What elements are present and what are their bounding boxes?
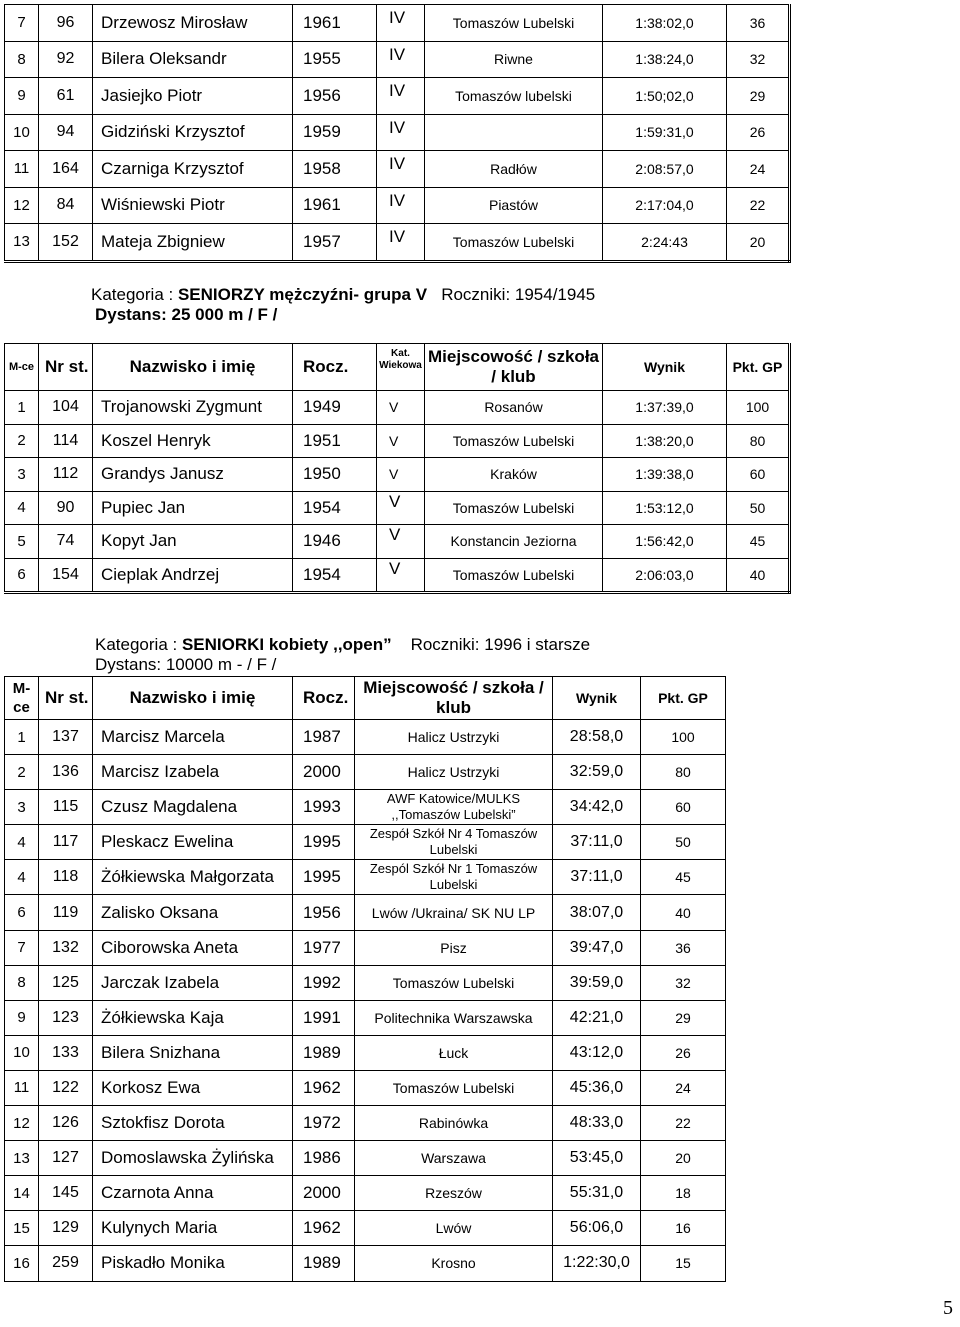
athlete-name-cell: Marcisz Marcela xyxy=(93,720,293,755)
header-result: Wynik xyxy=(553,677,641,720)
results-table-women-open xyxy=(4,676,726,1282)
birth-year-cell: 1956 xyxy=(293,895,355,930)
place-cell: 15 xyxy=(5,1211,39,1246)
start-number-cell: 112 xyxy=(39,458,93,492)
birth-year-cell: 1959 xyxy=(293,114,377,151)
place-cell: 11 xyxy=(5,1070,39,1105)
header-mce: M-ce xyxy=(5,677,39,720)
points-cell: 40 xyxy=(641,895,726,930)
place-cell: 12 xyxy=(5,1106,39,1141)
birth-year-cell: 1991 xyxy=(293,1000,355,1035)
points-cell: 20 xyxy=(641,1141,726,1176)
table-row xyxy=(5,41,790,78)
points-cell: 22 xyxy=(641,1106,726,1141)
table-row xyxy=(5,1070,726,1105)
points-cell: 50 xyxy=(727,491,790,525)
athlete-name-cell: Jasiejko Piotr xyxy=(93,78,293,115)
birth-year-cell: 1951 xyxy=(293,424,377,458)
table-row xyxy=(5,224,790,262)
athlete-name-cell: Czusz Magdalena xyxy=(93,790,293,825)
table-row xyxy=(5,965,726,1000)
result-cell: 1:37:39,0 xyxy=(603,391,727,425)
header-name: Nazwisko i imię xyxy=(93,344,293,391)
age-category-cell: IV xyxy=(377,41,425,78)
club-cell: Tomaszów lubelski xyxy=(425,78,603,115)
age-category-cell: IV xyxy=(377,5,425,42)
table-row xyxy=(5,458,790,492)
points-cell: 80 xyxy=(727,424,790,458)
birth-year-cell: 1954 xyxy=(293,491,377,525)
birth-year-cell: 1954 xyxy=(293,558,377,593)
club-cell: Tomaszów Lubelski xyxy=(425,558,603,593)
place-cell: 16 xyxy=(5,1246,39,1281)
athlete-name-cell: Domoslawska Żylińska xyxy=(93,1141,293,1176)
birth-year-cell: 1955 xyxy=(293,41,377,78)
place-cell: 1 xyxy=(5,720,39,755)
points-cell: 15 xyxy=(641,1246,726,1281)
result-cell: 39:47,0 xyxy=(553,930,641,965)
result-cell: 42:21,0 xyxy=(553,1000,641,1035)
birth-year-cell: 1995 xyxy=(293,825,355,860)
age-category-cell: IV xyxy=(377,187,425,224)
age-category-cell: IV xyxy=(377,151,425,188)
start-number-cell: 94 xyxy=(39,114,93,151)
birth-year-cell: 1989 xyxy=(293,1035,355,1070)
points-cell: 45 xyxy=(641,860,726,895)
place-cell: 8 xyxy=(5,41,39,78)
result-cell: 2:08:57,0 xyxy=(603,151,727,188)
athlete-name-cell: Jarczak Izabela xyxy=(93,965,293,1000)
start-number-cell: 118 xyxy=(39,860,93,895)
place-cell: 13 xyxy=(5,1141,39,1176)
points-cell: 36 xyxy=(641,930,726,965)
result-cell: 1:50;02,0 xyxy=(603,78,727,115)
points-cell: 24 xyxy=(641,1070,726,1105)
place-cell: 12 xyxy=(5,187,39,224)
header-mce: M-ce xyxy=(5,344,39,391)
table-row xyxy=(5,1000,726,1035)
birth-year-cell: 1949 xyxy=(293,391,377,425)
age-category-cell: IV xyxy=(377,78,425,115)
start-number-cell: 145 xyxy=(39,1176,93,1211)
club-cell: Tomaszów Lubelski xyxy=(425,491,603,525)
birth-year-cell: 1989 xyxy=(293,1246,355,1281)
table-row xyxy=(5,525,790,559)
athlete-name-cell: Piskadło Monika xyxy=(93,1246,293,1281)
result-cell: 37:11,0 xyxy=(553,825,641,860)
result-cell: 1:59:31,0 xyxy=(603,114,727,151)
points-cell: 100 xyxy=(641,720,726,755)
table-row xyxy=(5,755,726,790)
age-category-cell: IV xyxy=(377,114,425,151)
place-cell: 8 xyxy=(5,965,39,1000)
category-title-women-open: Kategoria : SENIORKI kobiety ,,open” Roczniki: 1996 i starsze xyxy=(95,635,591,654)
athlete-name-cell: Czarnota Anna xyxy=(93,1176,293,1211)
birth-year-cell: 1972 xyxy=(293,1106,355,1141)
club-cell: Krosno xyxy=(355,1246,553,1281)
distance-men-v: Dystans: 25 000 m / F / xyxy=(95,305,278,324)
header-kat: Kat. Wiekowa xyxy=(377,344,425,391)
athlete-name-cell: Wiśniewski Piotr xyxy=(93,187,293,224)
club-cell: Halicz Ustrzyki xyxy=(355,755,553,790)
start-number-cell: 61 xyxy=(39,78,93,115)
result-cell: 32:59,0 xyxy=(553,755,641,790)
result-cell: 2:06:03,0 xyxy=(603,558,727,593)
club-cell: Tomaszów Lubelski xyxy=(425,5,603,42)
place-cell: 6 xyxy=(5,895,39,930)
table-row xyxy=(5,424,790,458)
place-cell: 4 xyxy=(5,491,39,525)
place-cell: 10 xyxy=(5,114,39,151)
place-cell: 11 xyxy=(5,151,39,188)
club-cell: Tomaszów Lubelski xyxy=(355,1070,553,1105)
club-cell xyxy=(425,114,603,151)
points-cell: 80 xyxy=(641,755,726,790)
birth-year-cell: 2000 xyxy=(293,1176,355,1211)
athlete-name-cell: Trojanowski Zygmunt xyxy=(93,391,293,425)
athlete-name-cell: Zalisko Oksana xyxy=(93,895,293,930)
birth-year-cell: 1961 xyxy=(293,5,377,42)
birth-year-cell: 1958 xyxy=(293,151,377,188)
club-cell: Łuck xyxy=(355,1035,553,1070)
header-year: Rocz. xyxy=(293,344,377,391)
result-cell: 1:53:12,0 xyxy=(603,491,727,525)
club-cell: Zespól Szkół Nr 1 Tomaszów Lubelski xyxy=(355,860,553,895)
points-cell: 40 xyxy=(727,558,790,593)
birth-year-cell: 1950 xyxy=(293,458,377,492)
result-cell: 56:06,0 xyxy=(553,1211,641,1246)
age-category-cell: V xyxy=(377,525,425,559)
athlete-name-cell: Bilera Oleksandr xyxy=(93,41,293,78)
club-cell: Politechnika Warszawska xyxy=(355,1000,553,1035)
birth-year-cell: 1956 xyxy=(293,78,377,115)
table-row xyxy=(5,1176,726,1211)
result-cell: 1:56:42,0 xyxy=(603,525,727,559)
athlete-name-cell: Marcisz Izabela xyxy=(93,755,293,790)
result-cell: 2:17:04,0 xyxy=(603,187,727,224)
result-cell: 1:38:02,0 xyxy=(603,5,727,42)
place-cell: 13 xyxy=(5,224,39,262)
table-row xyxy=(5,1246,726,1281)
birth-year-cell: 1961 xyxy=(293,187,377,224)
results-table-group-iv xyxy=(4,4,791,263)
points-cell: 29 xyxy=(727,78,790,115)
header-result: Wynik xyxy=(603,344,727,391)
club-cell: Riwne xyxy=(425,41,603,78)
points-cell: 20 xyxy=(727,224,790,262)
start-number-cell: 84 xyxy=(39,187,93,224)
points-cell: 22 xyxy=(727,187,790,224)
start-number-cell: 154 xyxy=(39,558,93,593)
header-year: Rocz. xyxy=(293,677,355,720)
athlete-name-cell: Drzewosz Mirosław xyxy=(93,5,293,42)
points-cell: 24 xyxy=(727,151,790,188)
table-row xyxy=(5,860,726,895)
place-cell: 4 xyxy=(5,825,39,860)
start-number-cell: 152 xyxy=(39,224,93,262)
distance-women-open: Dystans: 10000 m - / F / xyxy=(95,655,277,674)
points-cell: 60 xyxy=(727,458,790,492)
table-row xyxy=(5,1035,726,1070)
table-row xyxy=(5,5,790,42)
club-cell: AWF Katowice/MULKS ,,Tomaszów Lubelski” xyxy=(355,790,553,825)
start-number-cell: 96 xyxy=(39,5,93,42)
table-row xyxy=(5,391,790,425)
result-cell: 1:22:30,0 xyxy=(553,1246,641,1281)
athlete-name-cell: Bilera Snizhana xyxy=(93,1035,293,1070)
header-points: Pkt. GP xyxy=(641,677,726,720)
table-header xyxy=(5,677,726,720)
category-title-men-v: Kategoria : SENIORZY mężczyźni- grupa V Roczniki: 1954/1945 xyxy=(91,285,596,304)
birth-year-cell: 1995 xyxy=(293,860,355,895)
place-cell: 14 xyxy=(5,1176,39,1211)
place-cell: 4 xyxy=(5,860,39,895)
athlete-name-cell: Pleskacz Ewelina xyxy=(93,825,293,860)
table-row xyxy=(5,114,790,151)
club-cell: Radłów xyxy=(425,151,603,188)
table-row xyxy=(5,151,790,188)
club-cell: Rzeszów xyxy=(355,1176,553,1211)
start-number-cell: 132 xyxy=(39,930,93,965)
table-row xyxy=(5,1141,726,1176)
place-cell: 7 xyxy=(5,5,39,42)
table-row xyxy=(5,790,726,825)
athlete-name-cell: Żółkiewska Kaja xyxy=(93,1000,293,1035)
start-number-cell: 104 xyxy=(39,391,93,425)
start-number-cell: 127 xyxy=(39,1141,93,1176)
table-row xyxy=(5,930,726,965)
header-club: Miejscowość / szkoła / klub xyxy=(355,677,553,720)
points-cell: 32 xyxy=(641,965,726,1000)
header-nr: Nr st. xyxy=(39,677,93,720)
club-cell: Tomaszów Lubelski xyxy=(355,965,553,1000)
age-category-cell: V xyxy=(377,458,425,492)
points-cell: 100 xyxy=(727,391,790,425)
start-number-cell: 137 xyxy=(39,720,93,755)
result-cell: 28:58,0 xyxy=(553,720,641,755)
page-number: 5 xyxy=(943,1297,953,1319)
place-cell: 3 xyxy=(5,790,39,825)
athlete-name-cell: Kulynych Maria xyxy=(93,1211,293,1246)
start-number-cell: 74 xyxy=(39,525,93,559)
club-cell: Kraków xyxy=(425,458,603,492)
athlete-name-cell: Korkosz Ewa xyxy=(93,1070,293,1105)
place-cell: 3 xyxy=(5,458,39,492)
points-cell: 16 xyxy=(641,1211,726,1246)
athlete-name-cell: Żółkiewska Małgorzata xyxy=(93,860,293,895)
birth-year-cell: 1962 xyxy=(293,1070,355,1105)
club-cell: Rabinówka xyxy=(355,1106,553,1141)
start-number-cell: 117 xyxy=(39,825,93,860)
club-cell: Piastów xyxy=(425,187,603,224)
athlete-name-cell: Kopyt Jan xyxy=(93,525,293,559)
birth-year-cell: 1977 xyxy=(293,930,355,965)
start-number-cell: 123 xyxy=(39,1000,93,1035)
club-cell: Warszawa xyxy=(355,1141,553,1176)
points-cell: 36 xyxy=(727,5,790,42)
points-cell: 50 xyxy=(641,825,726,860)
start-number-cell: 92 xyxy=(39,41,93,78)
place-cell: 5 xyxy=(5,525,39,559)
age-category-cell: IV xyxy=(377,224,425,262)
place-cell: 9 xyxy=(5,78,39,115)
athlete-name-cell: Mateja Zbigniew xyxy=(93,224,293,262)
result-cell: 45:36,0 xyxy=(553,1070,641,1105)
place-cell: 2 xyxy=(5,424,39,458)
birth-year-cell: 1986 xyxy=(293,1141,355,1176)
club-cell: Lwów xyxy=(355,1211,553,1246)
birth-year-cell: 1993 xyxy=(293,790,355,825)
place-cell: 7 xyxy=(5,930,39,965)
start-number-cell: 125 xyxy=(39,965,93,1000)
points-cell: 45 xyxy=(727,525,790,559)
club-cell: Pisz xyxy=(355,930,553,965)
start-number-cell: 129 xyxy=(39,1211,93,1246)
start-number-cell: 114 xyxy=(39,424,93,458)
results-table-men-v xyxy=(4,343,791,594)
points-cell: 26 xyxy=(641,1035,726,1070)
club-cell: Tomaszów Lubelski xyxy=(425,424,603,458)
age-category-cell: V xyxy=(377,391,425,425)
result-cell: 55:31,0 xyxy=(553,1176,641,1211)
athlete-name-cell: Gidziński Krzysztof xyxy=(93,114,293,151)
table-row xyxy=(5,895,726,930)
birth-year-cell: 1957 xyxy=(293,224,377,262)
result-cell: 38:07,0 xyxy=(553,895,641,930)
header-points: Pkt. GP xyxy=(727,344,790,391)
start-number-cell: 259 xyxy=(39,1246,93,1281)
result-cell: 39:59,0 xyxy=(553,965,641,1000)
result-cell: 43:12,0 xyxy=(553,1035,641,1070)
result-cell: 48:33,0 xyxy=(553,1106,641,1141)
table-row xyxy=(5,78,790,115)
points-cell: 26 xyxy=(727,114,790,151)
start-number-cell: 115 xyxy=(39,790,93,825)
age-category-cell: V xyxy=(377,424,425,458)
points-cell: 32 xyxy=(727,41,790,78)
athlete-name-cell: Cieplak Andrzej xyxy=(93,558,293,593)
athlete-name-cell: Pupiec Jan xyxy=(93,491,293,525)
table-row xyxy=(5,720,726,755)
result-cell: 34:42,0 xyxy=(553,790,641,825)
table-header xyxy=(5,344,790,391)
club-cell: Konstancin Jeziorna xyxy=(425,525,603,559)
birth-year-cell: 1992 xyxy=(293,965,355,1000)
club-cell: Halicz Ustrzyki xyxy=(355,720,553,755)
points-cell: 60 xyxy=(641,790,726,825)
start-number-cell: 119 xyxy=(39,895,93,930)
start-number-cell: 136 xyxy=(39,755,93,790)
birth-year-cell: 1946 xyxy=(293,525,377,559)
header-name: Nazwisko i imię xyxy=(93,677,293,720)
result-cell: 1:39:38,0 xyxy=(603,458,727,492)
start-number-cell: 90 xyxy=(39,491,93,525)
athlete-name-cell: Sztokfisz Dorota xyxy=(93,1106,293,1141)
club-cell: Zespół Szkół Nr 4 Tomaszów Lubelski xyxy=(355,825,553,860)
birth-year-cell: 2000 xyxy=(293,755,355,790)
result-cell: 1:38:24,0 xyxy=(603,41,727,78)
athlete-name-cell: Czarniga Krzysztof xyxy=(93,151,293,188)
header-nr: Nr st. xyxy=(39,344,93,391)
start-number-cell: 133 xyxy=(39,1035,93,1070)
table-row xyxy=(5,1106,726,1141)
table-row xyxy=(5,1211,726,1246)
points-cell: 29 xyxy=(641,1000,726,1035)
result-cell: 2:24:43 xyxy=(603,224,727,262)
table-row xyxy=(5,558,790,593)
age-category-cell: V xyxy=(377,558,425,593)
club-cell: Rosanów xyxy=(425,391,603,425)
result-cell: 1:38:20,0 xyxy=(603,424,727,458)
athlete-name-cell: Ciborowska Aneta xyxy=(93,930,293,965)
club-cell: Tomaszów Lubelski xyxy=(425,224,603,262)
place-cell: 2 xyxy=(5,755,39,790)
place-cell: 6 xyxy=(5,558,39,593)
club-cell: Lwów /Ukraina/ SK NU LP xyxy=(355,895,553,930)
birth-year-cell: 1962 xyxy=(293,1211,355,1246)
start-number-cell: 164 xyxy=(39,151,93,188)
birth-year-cell: 1987 xyxy=(293,720,355,755)
table-row xyxy=(5,491,790,525)
athlete-name-cell: Grandys Janusz xyxy=(93,458,293,492)
place-cell: 10 xyxy=(5,1035,39,1070)
result-cell: 53:45,0 xyxy=(553,1141,641,1176)
age-category-cell: V xyxy=(377,491,425,525)
start-number-cell: 126 xyxy=(39,1106,93,1141)
start-number-cell: 122 xyxy=(39,1070,93,1105)
table-row xyxy=(5,825,726,860)
place-cell: 9 xyxy=(5,1000,39,1035)
header-club: Miejscowość / szkoła / klub xyxy=(425,344,603,391)
points-cell: 18 xyxy=(641,1176,726,1211)
place-cell: 1 xyxy=(5,391,39,425)
table-row xyxy=(5,187,790,224)
result-cell: 37:11,0 xyxy=(553,860,641,895)
athlete-name-cell: Koszel Henryk xyxy=(93,424,293,458)
